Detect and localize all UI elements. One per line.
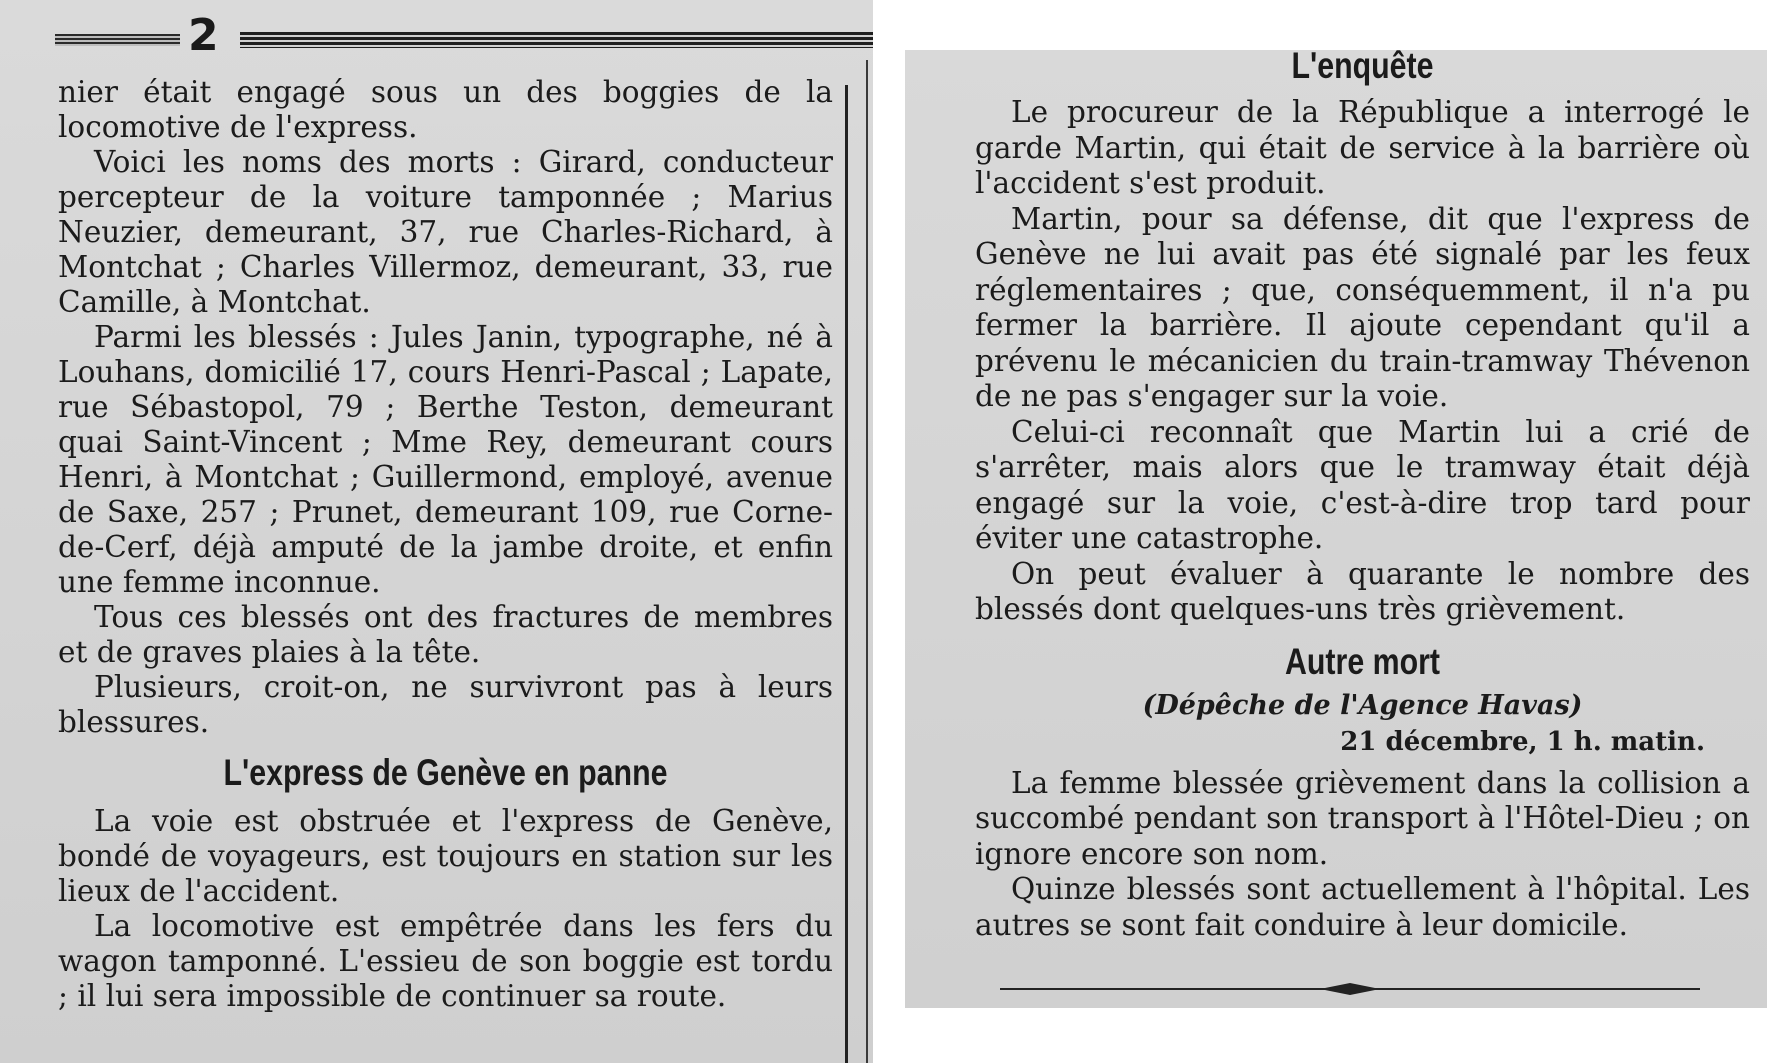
article-paragraph: Parmi les blessés : Jules Janin, typographe, né à Louhans, domicilié 17, cours Henri-Pascal ; Lapate, rue Sébastopol, 79 ; Berthe Teston, demeurant quai Saint-Vincent ; Mme Rey, demeurant cours Henri, à Montchat ; Guillermond, employé, avenue de Saxe, 257 ; Prunet, demeurant 109, rue Corne-de-Cerf, déjà amputé de la jambe droite, et enfin une femme inconnue. <box>58 320 833 599</box>
section-heading-autre-mort: Autre mort <box>1284 640 1441 682</box>
article-paragraph: nier était engagé sous un des boggies de la locomotive de l'express. <box>58 75 833 144</box>
right-article-column <box>975 95 1750 943</box>
article-paragraph: Celui-ci reconnaît que Martin lui a crié de s'arrêter, mais alors que le tramway était déjà engagé sur la voie, c'est-à-dire trop tard pour éviter une catastrophe. <box>975 414 1750 555</box>
dispatch-date: 21 décembre, 1 h. matin. <box>1340 726 1705 757</box>
column-rule-adjacent <box>866 60 868 1063</box>
header-rule-right <box>240 32 873 48</box>
end-ornament-rule <box>1000 980 1700 998</box>
article-paragraph: La voie est obstruée et l'express de Genève, bondé de voyageurs, est toujours en station sur les lieux de l'accident. <box>58 804 833 908</box>
column-rule <box>845 85 848 1063</box>
article-paragraph: La locomotive est empêtrée dans les fers du wagon tamponné. L'essieu de son boggie est tordu ; il lui sera impossible de continuer sa route. <box>58 909 833 1013</box>
article-paragraph: Tous ces blessés ont des fractures de membres et de graves plaies à la tête. <box>58 600 833 669</box>
section-heading-express-geneve: L'express de Genève en panne <box>223 752 668 793</box>
article-paragraph: La femme blessée grièvement dans la collision a succombé pendant son transport à l'Hôtel-Dieu ; on ignore encore son nom. <box>975 765 1750 871</box>
section-heading-enquete: L'enquête <box>1291 45 1434 86</box>
dispatch-source: (Dépêche de l'Agence Havas) <box>1142 689 1583 721</box>
page-number: 2 <box>188 10 219 61</box>
article-paragraph: Martin, pour sa défense, dit que l'express de Genève ne lui avait pas été signalé par les feux réglementaires ; que, conséquemment, il n'a pu fermer la barrière. Il ajoute cependant qu'il a prévenu le mécanicien du train-tramway Thévenon de ne pas s'engager sur la voie. <box>975 201 1750 413</box>
end-rule-ornament <box>1320 983 1380 995</box>
article-paragraph: Le procureur de la République a interrogé le garde Martin, qui était de service à la barrière où l'accident s'est produit. <box>975 95 1750 200</box>
page-header <box>55 10 873 66</box>
header-rule-left <box>55 34 180 46</box>
article-paragraph: Quinze blessés sont actuellement à l'hôpital. Les autres se sont fait conduire à leur domicile. <box>975 872 1750 942</box>
left-article-column <box>58 75 833 1014</box>
article-paragraph: Voici les noms des morts : Girard, conducteur percepteur de la voiture tamponnée ; Marius Neuzier, demeurant, 37, rue Charles-Richard, à Montchat ; Charles Villermoz, demeurant, 33, rue Camille, à Montchat. <box>58 145 833 319</box>
article-paragraph: On peut évaluer à quarante le nombre des blessés dont quelques-uns très grièvement. <box>975 556 1750 626</box>
article-paragraph: Plusieurs, croit-on, ne survivront pas à leurs blessures. <box>58 670 833 739</box>
left-clipping <box>0 0 873 1063</box>
